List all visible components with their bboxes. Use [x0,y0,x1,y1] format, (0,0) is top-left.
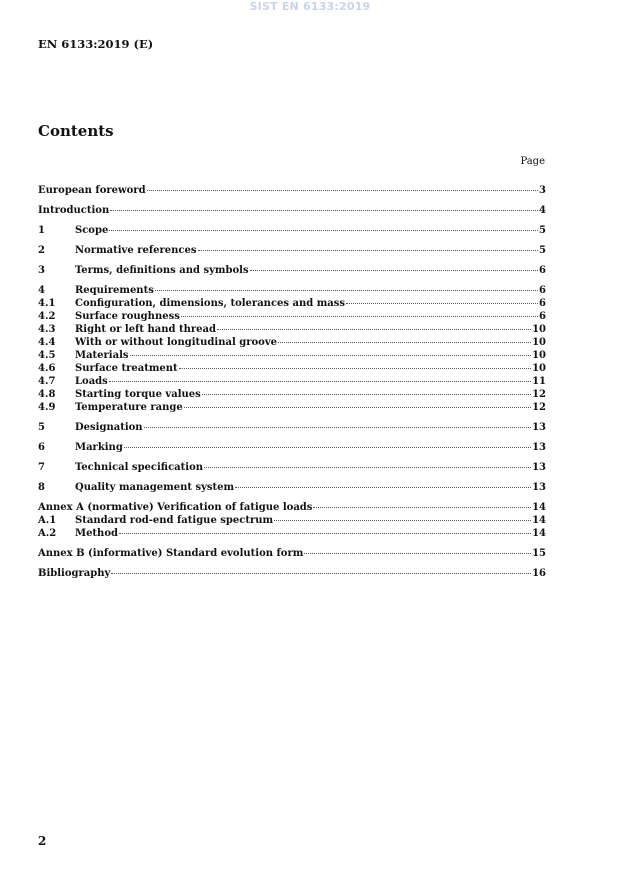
dot-leader [109,219,538,231]
toc-entry-title: Surface roughness [75,311,180,322]
toc-entry-page: 6 [539,285,546,296]
dot-leader [124,436,531,448]
toc-entry-title: Technical specification [75,462,204,473]
toc-entry[interactable] [38,458,546,471]
toc-entry-title: Starting torque values [75,389,201,400]
toc-entry[interactable] [38,181,546,194]
toc-entry-number: 4.2 [38,311,56,322]
dot-leader [110,199,538,211]
document-id: EN 6133:2019 (E) [38,37,154,51]
toc-entry-title: Loads [75,376,108,387]
toc-entry-number: 8 [38,482,45,493]
dot-leader [179,357,531,369]
toc-entry[interactable] [38,544,546,557]
contents-title: Contents [38,122,114,140]
toc-entry-page: 6 [539,265,546,276]
toc-entry-number: 4.8 [38,389,56,400]
toc-entry[interactable] [38,221,546,234]
toc-entry-number: 5 [38,422,45,433]
toc-entry-title: Annex A (normative) Verification of fatigue loads [38,502,313,513]
dot-leader [147,179,538,191]
toc-entry-title: Materials [75,350,129,361]
toc-entry-title: Quality management system [75,482,235,493]
dot-leader [313,496,531,508]
toc-entry-number: A.2 [38,528,57,539]
toc-entry-page: 11 [532,376,546,387]
toc-entry-title: Marking [75,442,123,453]
dot-leader [250,259,538,271]
dot-leader [235,476,531,488]
toc-entry-number: 4.4 [38,337,56,348]
toc-entry-title: Configuration, dimensions, tolerances and mass [75,298,346,309]
dot-leader [217,318,531,330]
dot-leader [204,456,531,468]
toc-entry-page: 5 [539,245,546,256]
toc-entry-title: Introduction [38,205,110,216]
toc-entry-title: Normative references [75,245,197,256]
toc-entry[interactable] [38,261,546,274]
toc-entry-title: Surface treatment [75,363,178,374]
toc-entry-title: Method [75,528,118,539]
toc-entry-page: 13 [532,422,546,433]
toc-entry-title: Designation [75,422,143,433]
toc-entry-title: Bibliography [38,568,111,579]
toc-entry-page: 13 [532,482,546,493]
toc-entry-number: 7 [38,462,45,473]
toc-entry-page: 12 [532,389,546,400]
toc-entry-page: 6 [539,311,546,322]
dot-leader [184,396,531,408]
toc-entry-number: 4.1 [38,298,56,309]
page-number: 2 [38,834,47,848]
dot-leader [278,331,531,343]
toc-entry-page: 10 [532,350,546,361]
toc-entry-title: Terms, definitions and symbols [75,265,249,276]
toc-entry-number: 4.3 [38,324,56,335]
toc-entry-page: 10 [532,324,546,335]
dot-leader [119,522,531,534]
toc-entry-number: 6 [38,442,45,453]
toc-entry-title: Right or left hand thread [75,324,216,335]
table-of-contents [38,181,546,577]
toc-entry-page: 4 [539,205,546,216]
dot-leader [274,509,531,521]
toc-entry-number: 2 [38,245,45,256]
toc-entry-page: 10 [532,337,546,348]
toc-entry[interactable] [38,418,546,431]
dot-leader [144,416,532,428]
toc-entry-page: 10 [532,363,546,374]
toc-entry-title: With or without longitudinal groove [75,337,277,348]
toc-entry-number: 4.6 [38,363,56,374]
dot-leader [202,383,531,395]
toc-entry[interactable] [38,478,546,491]
toc-entry-number: 3 [38,265,45,276]
dot-leader [155,279,538,291]
toc-entry-page: 12 [532,402,546,413]
toc-entry-title: Annex B (informative) Standard evolution form [38,548,304,559]
toc-entry-title: European foreword [38,185,146,196]
dot-leader [181,305,538,317]
toc-entry-number: 4 [38,285,45,296]
toc-entry[interactable] [38,438,546,451]
toc-entry-title: Requirements [75,285,154,296]
toc-entry[interactable] [38,564,546,577]
toc-entry-title: Temperature range [75,402,183,413]
toc-entry-title: Standard rod-end fatigue spectrum [75,515,274,526]
toc-entry[interactable] [38,201,546,214]
toc-entry-page: 15 [532,548,546,559]
dot-leader [130,344,532,356]
toc-entry-page: 5 [539,225,546,236]
toc-entry-page: 13 [532,442,546,453]
page-column-label: Page [520,156,545,167]
toc-entry-number: 4.7 [38,376,56,387]
toc-entry-number: 4.9 [38,402,56,413]
watermark: SIST EN 6133:2019 [249,0,371,13]
toc-entry-number: 4.5 [38,350,56,361]
toc-entry-page: 13 [532,462,546,473]
dot-leader [111,562,531,574]
toc-entry-page: 14 [532,528,546,539]
toc-entry-page: 3 [539,185,546,196]
toc-entry-page: 6 [539,298,546,309]
dot-leader [109,370,531,382]
toc-entry-page: 16 [532,568,546,579]
toc-entry-page: 14 [532,502,546,513]
toc-entry[interactable] [38,241,546,254]
dot-leader [346,292,538,304]
toc-entry-number: A.1 [38,515,57,526]
toc-entry-number: 1 [38,225,45,236]
toc-entry-title: Scope [75,225,109,236]
dot-leader [198,239,539,251]
toc-entry-page: 14 [532,515,546,526]
dot-leader [304,542,531,554]
